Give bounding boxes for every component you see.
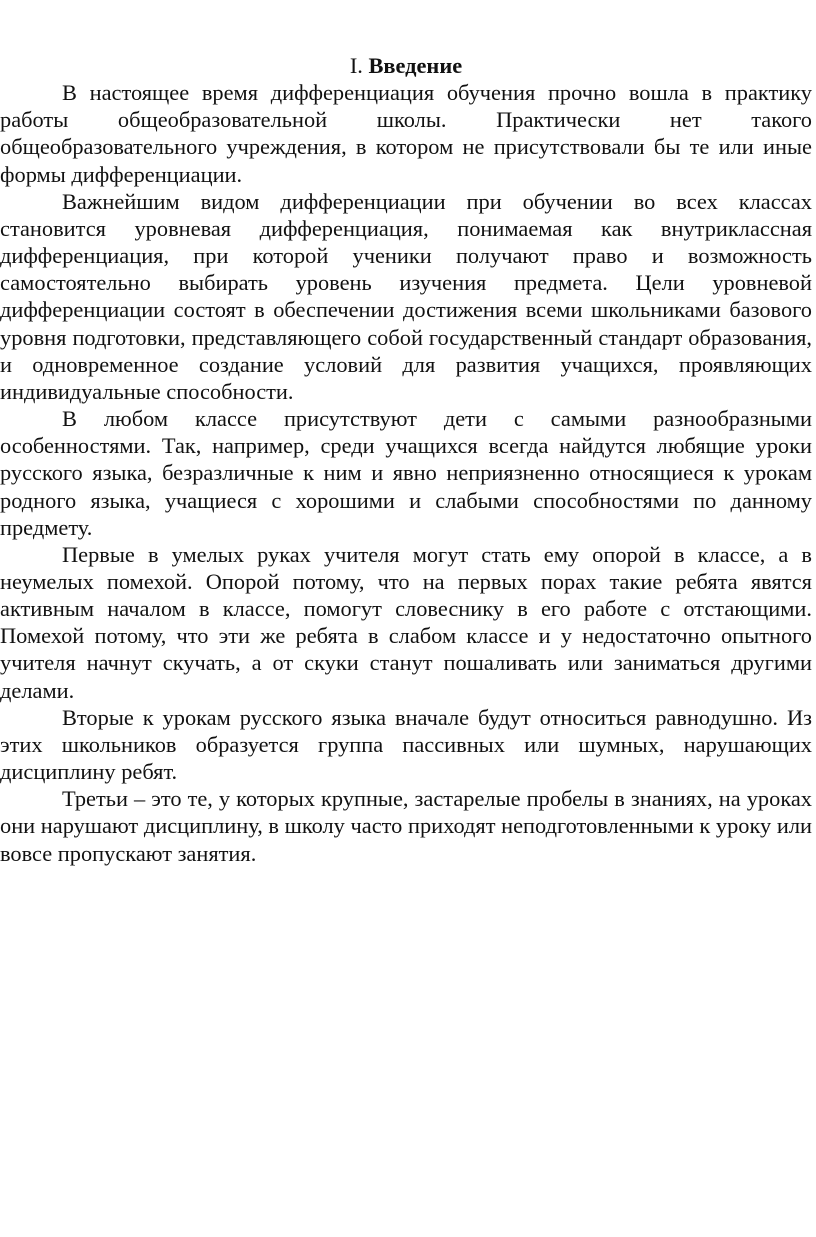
section-number: I. <box>349 53 363 78</box>
paragraph-second-group: Вторые к урокам русского языка вначале будут относиться равнодушно. Из этих школьников образуется группа пассивных или шумных, нарушающих дисциплину ребят. <box>0 704 812 785</box>
document-page <box>0 52 812 867</box>
paragraph-level-differentiation: Важнейшим видом дифференциации при обучении во всех классах становится уровневая дифференциация, понимаемая как внутриклассная дифференциация, при которой ученики получают право и возможность самостоятельно выбирать уровень изучения предмета. Цели уровневой дифференциации состоят в обеспечении достижения всеми школьниками базового уровня подготовки, представляющего собой государственный стандарт образования, и одновременное создание условий для развития учащихся, проявляющих индивидуальные способности. <box>0 188 812 404</box>
paragraph-first-group: Первые в умелых руках учителя могут стать ему опорой в классе, а в неумелых помехой. Опорой потому, что на первых порах такие ребята явятся активным началом в классе, помогут словеснику в его работе с отстающими. Помехой потому, что эти же ребята в слабом классе и у недостаточно опытного учителя начнут скучать, а от скуки станут пошаливать или заниматься другими делами. <box>0 541 812 703</box>
paragraph-class-diversity: В любом классе присутствуют дети с самыми разнообразными особенностями. Так, например, среди учащихся всегда найдутся любящие уроки русского языка, безразличные к ним и явно неприязненно относящиеся к урокам родного языка, учащиеся с хорошими и слабыми способностями по данному предмету. <box>0 406 812 540</box>
section-title: Введение <box>368 53 463 78</box>
section-heading <box>0 52 812 79</box>
paragraph-intro: В настоящее время дифференциация обучения прочно вошла в практику работы общеобразовательной школы. Практически нет такого общеобразовательного учреждения, в котором не присутствовали бы те или иные формы дифференциации. <box>0 80 812 187</box>
paragraph-third-group: Третьи – это те, у которых крупные, застарелые пробелы в знаниях, на уроках они нарушают дисциплину, в школу часто приходят неподготовленными к уроку или вовсе пропускают занятия. <box>0 786 812 866</box>
